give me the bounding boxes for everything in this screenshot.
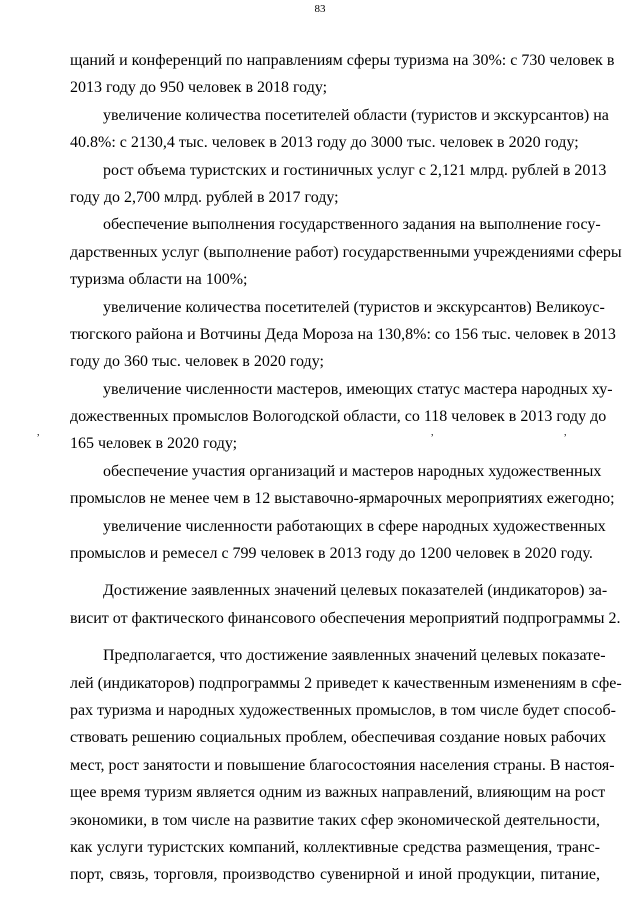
text-line: мест, рост занятости и повышение благосостояния населения страны. В настоя-	[70, 756, 615, 774]
text-line: промыслов не менее чем в 12 выставочно-ярмарочных мероприятиях ежегодно;	[70, 490, 615, 508]
text-line: туризма области на 100%;	[70, 271, 248, 289]
text-line: рах туризма и народных художественных промыслов, в том числе будет способ-	[70, 701, 616, 719]
text-line: щее время туризм является одним из важных направлений, влияющим на рост	[70, 784, 606, 802]
paragraph	[70, 642, 622, 889]
text-line: году до 360 тыс. человек в 2020 году;	[70, 353, 324, 371]
scan-mark: ,	[564, 427, 567, 438]
text-line: как услуги туристских компаний, коллективные средства размещения, транс-	[70, 838, 600, 856]
text-line: ствовать решению социальных проблем, обеспечивая создание новых рабочих	[70, 729, 607, 747]
text-line: 2013 году до 950 человек в 2018 году;	[70, 79, 328, 97]
text-line: увеличение количества посетителей области (туристов и экскурсантов) на	[103, 106, 609, 124]
paragraph	[70, 376, 613, 458]
paragraph	[70, 157, 607, 212]
scan-mark: ,	[431, 427, 434, 438]
text-line: рост объема туристских и гостиничных услуг с 2,121 млрд. рублей в 2013	[103, 161, 607, 179]
text-line: увеличение численности мастеров, имеющих статус мастера народных ху-	[103, 380, 613, 398]
paragraph	[70, 294, 616, 376]
text-line: висит от фактического финансового обеспечения мероприятий подпрограммы 2.	[70, 609, 621, 627]
text-line: увеличение количества посетителей (туристов и экскурсантов) Великоус-	[103, 298, 605, 316]
text-line: дожественных промыслов Вологодской области, со 118 человек в 2013 году до	[70, 408, 607, 426]
text-line: Достижение заявленных значений целевых показателей (индикаторов) за-	[103, 582, 608, 600]
paragraph	[70, 211, 622, 293]
text-line: увеличение численности работающих в сфере народных художественных	[103, 517, 606, 535]
document-body	[70, 47, 622, 889]
text-line: тюгского района и Вотчины Деда Мороза на 130,8%: со 156 тыс. человек в 2013	[70, 325, 616, 343]
text-line: щаний и конференций по направлениям сферы туризма на 30%: с 730 человек в	[70, 52, 615, 69]
text-line: 165 человек в 2020 году;	[70, 435, 238, 453]
text-line: экономики, в том числе на развитие таких сфер экономической деятельности,	[70, 811, 600, 829]
text-line: 40.8%: с 2130,4 тыс. человек в 2013 году до 3000 тыс. человек в 2020 году;	[70, 134, 579, 152]
paragraph	[70, 577, 621, 632]
page-number: 83	[314, 3, 326, 15]
text-line: лей (индикаторов) подпрограммы 2 приведет к качественным изменениям в сфе-	[70, 674, 622, 692]
paragraph	[70, 47, 615, 102]
paragraph	[70, 513, 606, 568]
text-line: обеспечение выполнения государственного задания на выполнение госу-	[103, 216, 601, 234]
text-line: Предполагается, что достижение заявленных значений целевых показате-	[103, 647, 606, 665]
text-line: порт, связь, торговля, производство сувенирной и иной продукции, питание,	[70, 866, 600, 884]
text-line: обеспечение участия организаций и мастеров народных художественных	[103, 462, 602, 480]
paragraph	[70, 102, 609, 157]
paragraph	[70, 458, 615, 513]
text-line: дарственных услуг (выполнение работ) государственными учреждениями сферы	[70, 243, 622, 261]
scan-mark: ,	[37, 427, 40, 438]
text-line: промыслов и ремесел с 799 человек в 2013 году до 1200 человек в 2020 году.	[70, 545, 593, 563]
text-line: году до 2,700 млрд. рублей в 2017 году;	[70, 188, 339, 206]
